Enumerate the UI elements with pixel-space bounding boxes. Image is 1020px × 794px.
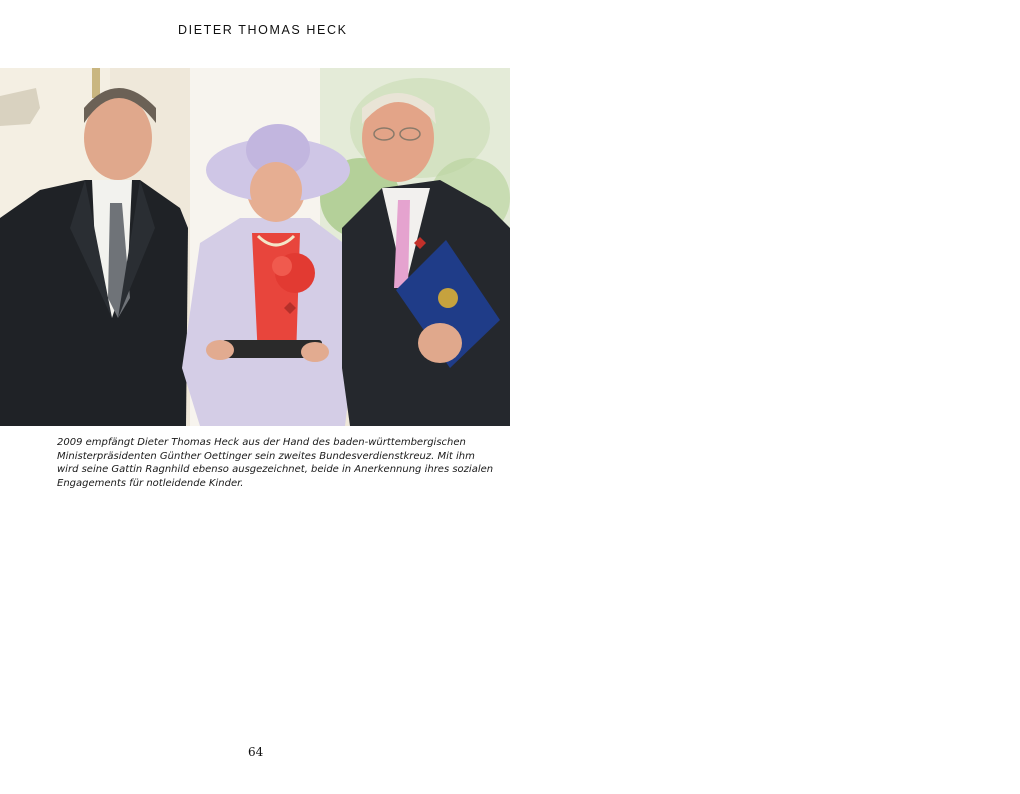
page-number: 64 (248, 745, 264, 759)
caption-line: Engagements für notleidende Kinder. (57, 477, 244, 489)
caption-line: 2009 empfängt Dieter Thomas Heck aus der Hand des baden-württembergischen (57, 437, 466, 448)
photo-caption (57, 436, 494, 490)
ceremony-photo (0, 68, 510, 426)
caption-line: Ministerpräsidenten Günther Oettinger sein zweites Bundesverdienstkreuz. Mit ihm (57, 450, 475, 462)
caption-line: wird seine Gattin Ragnhild ebenso ausgezeichnet, beide in Anerkennung ihres sozialen (57, 464, 494, 475)
running-head: DIETER THOMAS HECK (178, 23, 348, 37)
